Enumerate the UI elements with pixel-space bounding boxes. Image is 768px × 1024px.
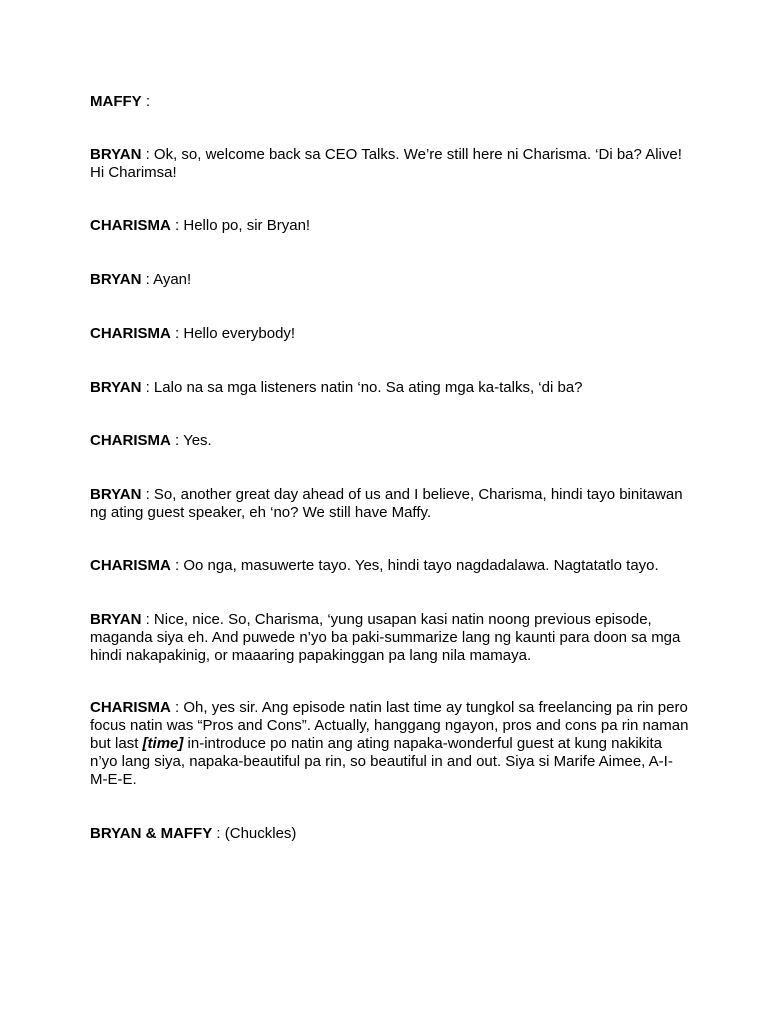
transcript-line: [90, 146, 690, 182]
speaker-name: MAFFY: [90, 93, 142, 110]
speaker-name: CHARISMA: [90, 325, 171, 342]
transcript-line: [90, 432, 690, 450]
speaker-name: BRYAN: [90, 611, 142, 628]
transcript-line: [90, 93, 690, 111]
dialogue-text: So, another great day ahead of us and I believe, Charisma, hindi tayo binitawan ng ating guest speaker, eh ‘no? We still have Maffy.: [90, 486, 683, 521]
speaker-separator: :: [170, 217, 184, 234]
speaker-name: CHARISMA: [90, 557, 171, 574]
speaker-name: CHARISMA: [90, 217, 171, 234]
speaker-separator: :: [141, 486, 154, 503]
speaker-separator: :: [170, 325, 184, 342]
dialogue-text: Nice, nice. So, Charisma, ‘yung usapan kasi natin noong previous episode, maganda siya eh. And puwede n’yo ba paki-summarize lang ng kaunti para doon sa mga hindi nakapakinig, or maaaring papakinggan pa lang nila mamaya.: [90, 611, 681, 664]
speaker-name: BRYAN: [90, 271, 142, 288]
transcript-line: [90, 325, 690, 343]
dialogue-text: Ayan!: [153, 271, 192, 288]
dialogue-text: in-introduce po natin ang ating napaka-wonderful guest at kung nakikita n’yo lang siya, napaka-beautiful pa rin, so beautiful in and out. Siya si Marife Aimee, A-I-M-E-E.: [90, 735, 673, 788]
dialogue-text: Hello po, sir Bryan!: [183, 217, 311, 234]
speaker-name: CHARISMA: [90, 699, 171, 716]
speaker-name: BRYAN & MAFFY: [90, 825, 213, 842]
transcript-line: [90, 486, 690, 522]
dialogue-text: Yes.: [183, 432, 212, 449]
editor-note: [time]: [142, 735, 184, 752]
dialogue-text: Oo nga, masuwerte tayo. Yes, hindi tayo nagdadalawa. Nagtatatlo tayo.: [183, 557, 659, 574]
speaker-separator: :: [170, 557, 184, 574]
speaker-separator: :: [170, 432, 184, 449]
dialogue-text: (Chuckles): [224, 825, 297, 842]
speaker-separator: :: [141, 93, 151, 110]
speaker-separator: :: [141, 379, 154, 396]
transcript-line: [90, 557, 690, 575]
transcript-line: [90, 611, 690, 665]
speaker-separator: :: [141, 146, 154, 163]
speaker-name: BRYAN: [90, 486, 142, 503]
speaker-separator: :: [141, 611, 154, 628]
transcript-line: [90, 379, 690, 397]
transcript-line: [90, 217, 690, 235]
speaker-separator: :: [170, 699, 184, 716]
transcript-line: [90, 271, 690, 289]
speaker-name: CHARISMA: [90, 432, 171, 449]
dialogue-text: Oh, yes sir. Ang episode natin last time ay tungkol sa freelancing pa rin pero focus natin was “Pros and Cons”. Actually, hanggang ngayon, pros and cons pa rin naman but last: [90, 699, 689, 752]
dialogue-text: Ok, so, welcome back sa CEO Talks. We’re still here ni Charisma. ‘Di ba? Alive! Hi Charimsa!: [90, 146, 682, 181]
speaker-name: BRYAN: [90, 379, 142, 396]
dialogue-text: Hello everybody!: [183, 325, 296, 342]
speaker-separator: :: [212, 825, 225, 842]
speaker-name: BRYAN: [90, 146, 142, 163]
transcript-line: [90, 699, 690, 789]
dialogue-text: Lalo na sa mga listeners natin ‘no. Sa ating mga ka-talks, ‘di ba?: [153, 379, 583, 396]
speaker-separator: :: [141, 271, 154, 288]
transcript-line: [90, 825, 690, 843]
